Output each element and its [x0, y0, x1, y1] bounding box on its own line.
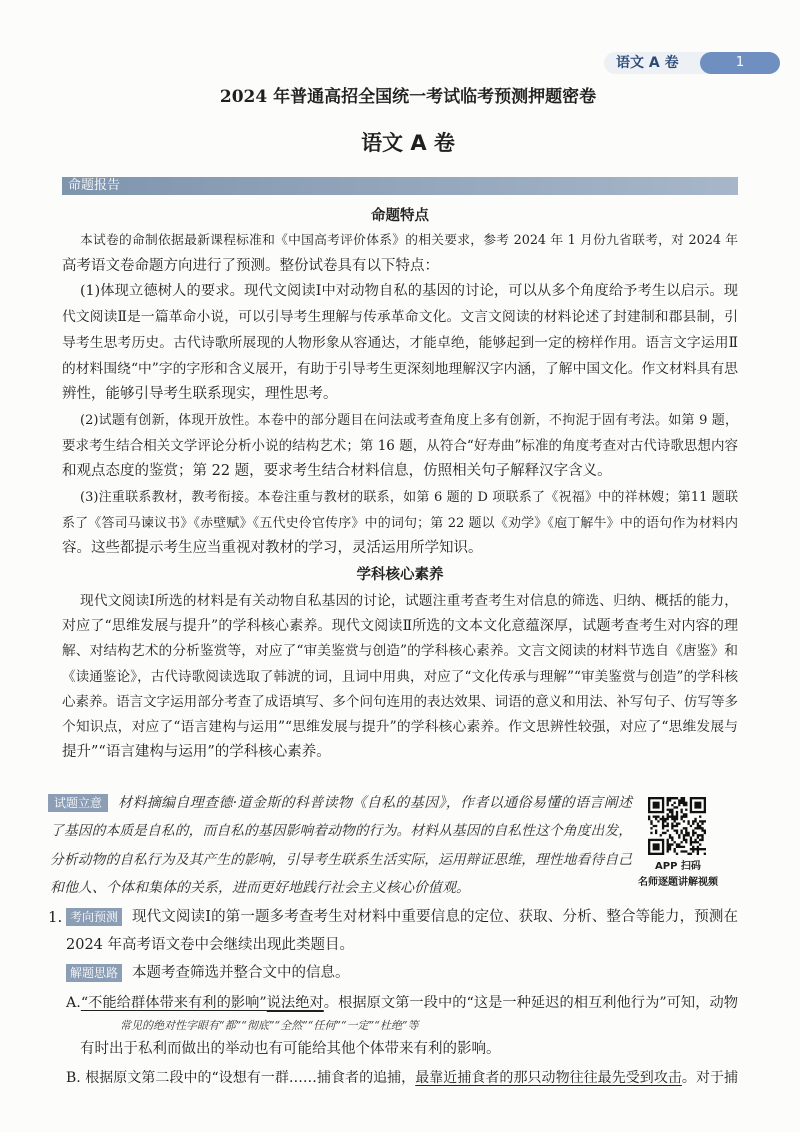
- paragraph-line: 高考语文卷命题方向进行了预测。整份试卷具有以下特点：: [62, 257, 439, 274]
- paragraph-line: 提升”“语言建构与运用”的学科核心素养。: [62, 744, 331, 761]
- paragraph-line: (2)试题有创新，体现开放性。本卷中的部分题目在问法或考查角度上多有创新，不拘泥于固有考法。如第 9 题，: [80, 412, 738, 428]
- paragraph-line: 要求考生结合相关文学评论分析小说的结构艺术；第 16 题，从符合“好寿曲”标准的角度考查对古代诗歌思想内容: [62, 437, 739, 454]
- qr-finder-pattern: [690, 797, 706, 813]
- feature-paragraph-1: [62, 279, 738, 408]
- paragraph-line: 解、对结构艺术的分析鉴赏等，对应了“审美鉴赏与创造”的学科核心素养。文言文阅读的材料节选自《唐鉴》和: [62, 643, 738, 660]
- paragraph-line: (3)注重联系教材，教考衔接。本卷注重与教材的联系，如第 6 题的 D 项联系了《祝福》中的祥林嫂；第11 题联: [80, 490, 738, 506]
- intent-line: 和他人、个体和集体的关系，进而更好地践行社会主义核心价值观。: [50, 879, 470, 896]
- literacy-heading: 学科核心素养: [356, 566, 444, 583]
- qr-caption-video: 名师逐题讲解视频: [638, 877, 718, 888]
- qr-finder-pattern: [648, 797, 664, 813]
- qr-code: [648, 797, 706, 855]
- page-title: 2024 年普通高招全国统一考试临考预测押题密卷: [219, 87, 597, 107]
- page-subtitle: 语文 A 卷: [361, 131, 455, 155]
- forecast-line: 现代文阅读Ⅰ的第一题多考查考生对材料中重要信息的定位、获取、分析、整合等能力，预测在: [132, 909, 738, 925]
- intent-label: 试题立意: [48, 794, 108, 812]
- paragraph-line: 现代文阅读Ⅰ所选的材料是有关动物自私基因的讨论，试题注重考查考生对信息的筛选、归纳、概括的能力，: [80, 593, 738, 609]
- option-a-handwritten-note: 常见的绝对性字眼有“都”“彻底”“全然”“任何”“一定”“杜绝”等: [120, 1019, 419, 1032]
- paragraph-line: 辨性，能够引导考生联系现实，理性思考。: [62, 386, 338, 403]
- paragraph-line: 个知识点，对应了“语言建构与运用”“思维发展与提升”的学科核心素养。作文思辨性较强，对应了“思维发展与: [62, 719, 738, 736]
- features-section: [62, 228, 738, 562]
- feature-paragraph-intro: [62, 228, 738, 279]
- intent-text: [50, 789, 632, 902]
- feature-paragraph-3: [62, 485, 738, 562]
- forecast-label: 考向预测: [66, 908, 122, 926]
- intent-line: 了基因的本质是自私的，而自私的基因影响着动物的行为。材料从基因的自私性这个角度出发，: [50, 823, 632, 840]
- option-b-label: B.: [66, 1070, 86, 1086]
- option-a-judgement: 说法绝对: [266, 995, 324, 1011]
- section-bar-label: 命题报告: [68, 178, 121, 193]
- paragraph-line: 的材料围绕“中”字的字形和含义展开，有助于引导考生更深刻地理解汉字内涵，了解中国文化。作文材料具有思: [62, 360, 738, 377]
- option-a-line: [66, 989, 738, 1017]
- feature-paragraph-2: [62, 408, 738, 485]
- paragraph-line: 代文阅读Ⅱ是一篇革命小说，可以引导考生理解与传承革命文化。文言文阅读的材料论述了封建制和郡县制，引: [62, 309, 738, 326]
- paragraph-line: 和观点态度的鉴赏；第 22 题，要求考生结合材料信息，仿照相关句子解释汉字含义。: [62, 463, 612, 480]
- option-b-rest: 。对于捕: [681, 1070, 739, 1086]
- approach-label: 解题思路: [66, 964, 122, 982]
- header-tab: [604, 52, 780, 74]
- paragraph-line: 心素养。语言文字运用部分考查了成语填写、多个问句连用的表达效果、词语的意义和用法、补写句子、仿写等多: [62, 693, 738, 710]
- option-a-quoted-statement: “不能给群体带来有利的影响”: [80, 995, 267, 1011]
- option-b-underlined-quote: 最靠近捕食者的那只动物往往最先受到攻击: [415, 1070, 682, 1086]
- option-b-text: 根据原文第二段中的“设想有一群……捕食者的追捕，: [85, 1070, 416, 1086]
- paragraph-line: 《读通鉴论》，古代诗歌阅读选取了韩淲的词，且词中用典，对应了“文化传承与理解”“审美鉴赏与创造”的学科核: [62, 668, 738, 685]
- paragraph-line: 本试卷的命制依据最新课程标准和《中国高考评价体系》的相关要求，参考 2024 年 1 月份九省联考，对 2024 年: [80, 233, 738, 248]
- features-heading: 命题特点: [371, 207, 429, 224]
- page-number-badge: 1: [700, 52, 780, 74]
- paragraph-line: 系了《答司马谏议书》《赤壁赋》《五代史伶官传序》中的词句；第 22 题以《劝学》《庖丁解牛》中的语句作为材料内: [62, 515, 738, 531]
- section-bar: [62, 177, 738, 195]
- qr-finder-pattern: [648, 839, 664, 855]
- forecast-line: 2024 年高考语文卷中会继续出现此类题目。: [66, 937, 355, 953]
- option-a-explanation: 。根据原文第一段中的“这是一种延迟的相互利他行为”可知，动物: [323, 995, 738, 1011]
- option-a-line: 有时出于私利而做出的举动也有可能给其他个体带来有利的影响。: [80, 1041, 501, 1057]
- question-number: 1.: [48, 908, 63, 926]
- option-a-label: A.: [66, 995, 81, 1011]
- intent-line: 材料摘编自理查德·道金斯的科普读物《自私的基因》，作者以通俗易懂的语言阐述: [118, 795, 632, 811]
- literacy-paragraph: [62, 589, 738, 765]
- paragraph-line: 容。这些都提示考生应当重视对教材的学习，灵活运用所学知识。: [62, 540, 483, 557]
- approach-text: 本题考查筛选并整合文中的信息。: [132, 965, 350, 981]
- paragraph-line: (1)体现立德树人的要求。现代文阅读Ⅰ中对动物自私的基因的讨论，可以从多个角度给予考生以启示。现: [80, 283, 738, 300]
- option-b-line: [66, 1064, 738, 1092]
- paragraph-line: 对应了“思维发展与提升”的学科核心素养。现代文阅读Ⅱ所选的文本文化意蕴深厚，试题考查考生对内容的理: [62, 618, 738, 635]
- intent-line: 分析动物的自私行为及其产生的影响，引导考生联系生活实际，运用辩证思维，理性地看待自己: [50, 851, 632, 868]
- paragraph-line: 导考生思考历史。古代诗歌所展现的人物形象从容通达，才能卓绝，能够起到一定的榜样作用。语言文字运用Ⅱ: [62, 334, 738, 351]
- qr-caption-scan: APP 扫码: [655, 861, 701, 872]
- header-tab-label: 语文 A 卷: [616, 55, 679, 71]
